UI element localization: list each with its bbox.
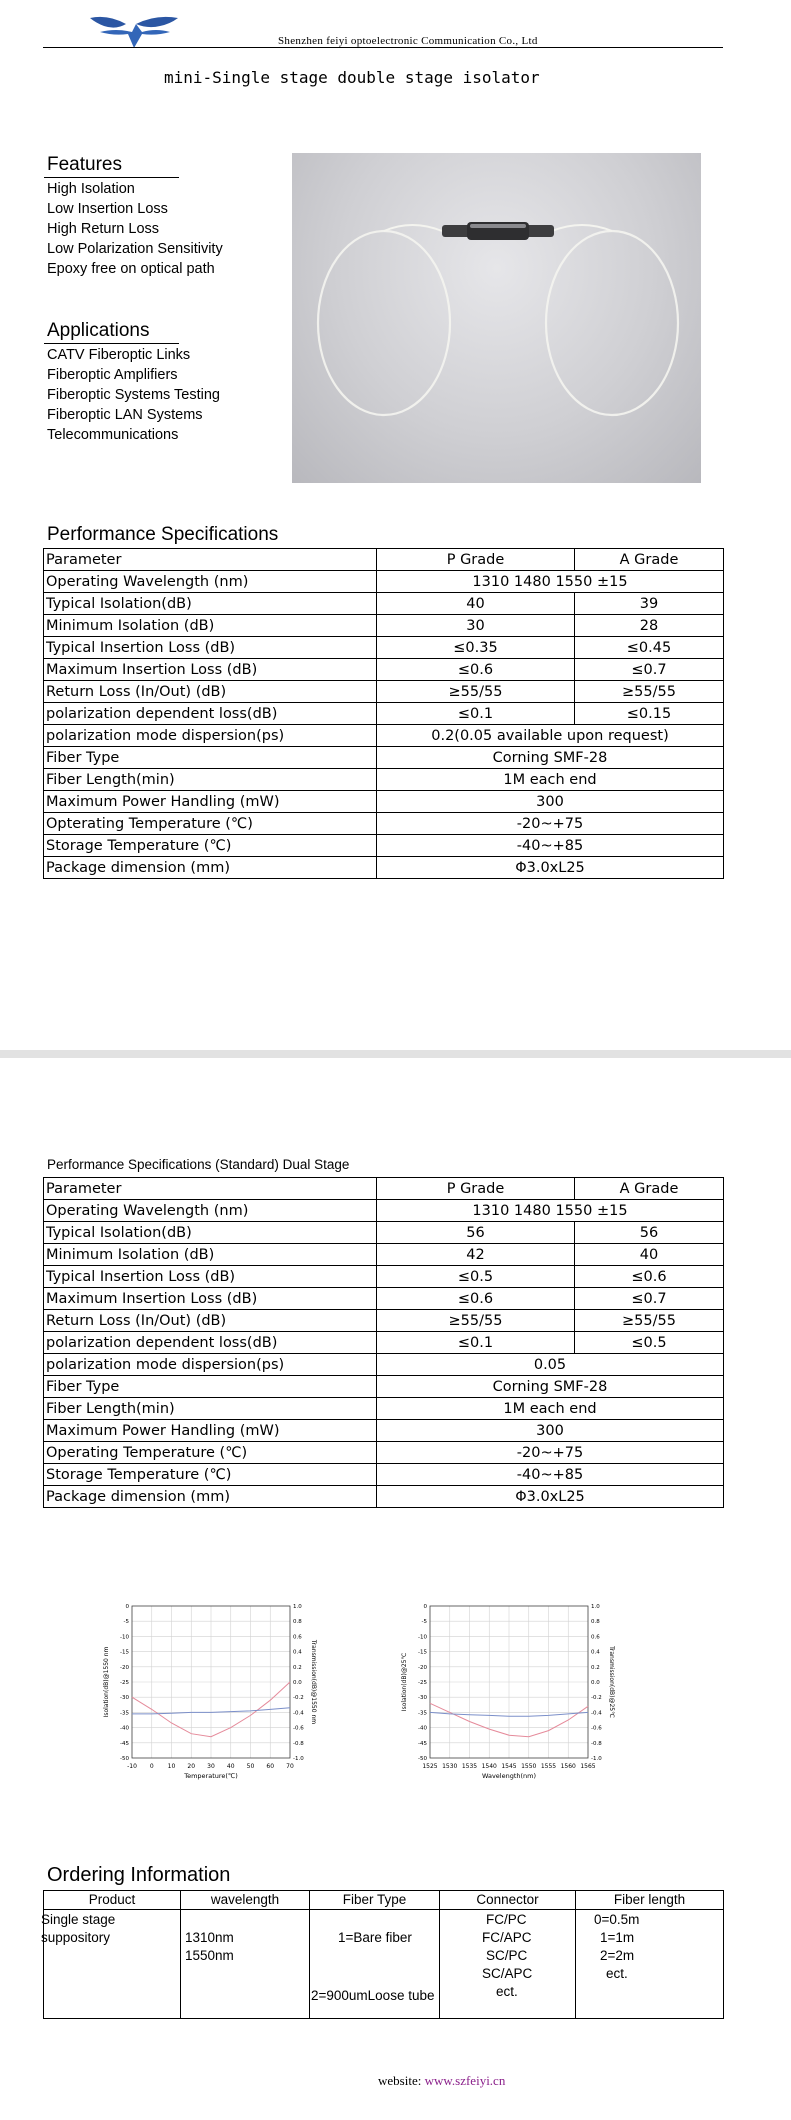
ordering-title: Ordering Information bbox=[47, 1864, 231, 1886]
y2-tick-label: 0.0 bbox=[591, 1680, 600, 1686]
y2-tick-label: -1.0 bbox=[293, 1756, 304, 1762]
table-row bbox=[44, 1464, 724, 1486]
wavelength-option: 1310nm bbox=[185, 1930, 234, 1945]
y2-tick-label: -0.6 bbox=[293, 1725, 304, 1732]
list-item: Fiberoptic Systems Testing bbox=[47, 387, 220, 403]
table-row bbox=[44, 1332, 724, 1354]
table-header-cell: P Grade bbox=[377, 1178, 575, 1200]
x-tick-label: 1565 bbox=[580, 1763, 596, 1770]
value-cell: 1310 1480 1550 ±15 bbox=[377, 1200, 724, 1222]
value-cell: ≤0.1 bbox=[377, 1332, 575, 1354]
table-row bbox=[44, 747, 724, 769]
value-cell: -40~+85 bbox=[377, 835, 724, 857]
value-cell: ≤0.7 bbox=[575, 659, 724, 681]
parameter-cell: Operating Temperature (℃) bbox=[44, 1442, 377, 1464]
product-option: suppository bbox=[41, 1930, 111, 1945]
x-tick-label: 1560 bbox=[560, 1763, 576, 1770]
table-row bbox=[44, 1420, 724, 1442]
applications-underline bbox=[44, 343, 179, 344]
company-logo bbox=[86, 10, 182, 50]
isolation-vs-wavelength-chart bbox=[398, 1600, 628, 1790]
x-tick-label: 30 bbox=[207, 1763, 215, 1770]
table-row bbox=[44, 1266, 724, 1288]
value-cell: ≤0.15 bbox=[575, 703, 724, 725]
parameter-cell: Minimum Isolation (dB) bbox=[44, 615, 377, 637]
x-axis-label: Temperature(℃) bbox=[184, 1772, 238, 1780]
ordering-fiber-type-cell bbox=[310, 1910, 440, 2019]
value-cell: ≤0.6 bbox=[377, 1288, 575, 1310]
parameter-cell: Maximum Insertion Loss (dB) bbox=[44, 1288, 377, 1310]
table-header-cell: Parameter bbox=[44, 1178, 377, 1200]
y-tick-label: -50 bbox=[120, 1756, 129, 1762]
value-cell: 0.2(0.05 available upon request) bbox=[377, 725, 724, 747]
features-underline bbox=[44, 177, 179, 178]
y2-tick-label: -0.2 bbox=[293, 1695, 304, 1702]
value-cell: ≤0.6 bbox=[377, 659, 575, 681]
parameter-cell: Maximum Power Handling (mW) bbox=[44, 791, 377, 813]
list-item: Low Polarization Sensitivity bbox=[47, 241, 223, 257]
parameter-cell: Operating Wavelength (nm) bbox=[44, 1200, 377, 1222]
footer-label: website: bbox=[378, 2073, 422, 2088]
y-tick-label: -45 bbox=[418, 1740, 427, 1747]
value-cell: 1310 1480 1550 ±15 bbox=[377, 571, 724, 593]
table-row bbox=[44, 1288, 724, 1310]
y-tick-label: -45 bbox=[120, 1740, 129, 1747]
connector-option: SC/PC bbox=[486, 1948, 528, 1963]
value-cell: 0.05 bbox=[377, 1354, 724, 1376]
y-tick-label: -35 bbox=[120, 1710, 129, 1717]
fiber-type-option: 2=900umLoose tube bbox=[311, 1988, 435, 2003]
fiber-length-option: 0=0.5m bbox=[594, 1912, 640, 1927]
value-cell: 300 bbox=[377, 791, 724, 813]
table-row bbox=[44, 1398, 724, 1420]
y-tick-label: -20 bbox=[120, 1664, 129, 1671]
list-item: High Return Loss bbox=[47, 221, 160, 237]
table-header-cell: A Grade bbox=[575, 549, 724, 571]
table-row bbox=[44, 813, 724, 835]
parameter-cell: Typical Insertion Loss (dB) bbox=[44, 1266, 377, 1288]
y2-tick-label: -0.4 bbox=[293, 1710, 304, 1717]
y2-tick-label: -0.6 bbox=[591, 1725, 602, 1732]
x-tick-label: 1550 bbox=[521, 1763, 537, 1770]
company-name: Shenzhen feiyi optoelectronic Communication Co., Ltd bbox=[278, 35, 538, 47]
value-cell: -40~+85 bbox=[377, 1464, 724, 1486]
table-row bbox=[44, 1486, 724, 1508]
parameter-cell: Package dimension (mm) bbox=[44, 1486, 377, 1508]
isolator-illustration bbox=[292, 153, 701, 483]
y-tick-label: -15 bbox=[418, 1649, 427, 1656]
parameter-cell: Typical Isolation(dB) bbox=[44, 1222, 377, 1244]
value-cell: Φ3.0xL25 bbox=[377, 857, 724, 879]
y2-tick-label: 1.0 bbox=[591, 1604, 600, 1610]
table-row bbox=[44, 1354, 724, 1376]
table-header-cell: Parameter bbox=[44, 549, 377, 571]
y-tick-label: -25 bbox=[120, 1680, 129, 1686]
value-cell: ≤0.45 bbox=[575, 637, 724, 659]
table-header-row bbox=[44, 549, 724, 571]
parameter-cell: Fiber Length(min) bbox=[44, 769, 377, 791]
x-tick-label: 20 bbox=[187, 1763, 196, 1770]
y-tick-label: -10 bbox=[120, 1634, 129, 1641]
x-tick-label: 1545 bbox=[501, 1763, 517, 1770]
connector-option: FC/PC bbox=[486, 1912, 527, 1927]
value-cell: Corning SMF-28 bbox=[377, 747, 724, 769]
ordering-wavelength-cell bbox=[181, 1910, 310, 2019]
list-item: CATV Fiberoptic Links bbox=[47, 347, 191, 363]
y-tick-label: -20 bbox=[418, 1664, 427, 1671]
y2-tick-label: 0.4 bbox=[293, 1649, 302, 1656]
table-row bbox=[44, 1442, 724, 1464]
value-cell: ≥55/55 bbox=[575, 1310, 724, 1332]
x-tick-label: 1555 bbox=[540, 1763, 557, 1770]
parameter-cell: polarization mode dispersion(ps) bbox=[44, 1354, 377, 1376]
x-tick-label: 1530 bbox=[442, 1763, 458, 1770]
y2-axis-label: Transmission(dB)@25℃ bbox=[608, 1646, 615, 1718]
y-tick-label: -10 bbox=[418, 1634, 427, 1641]
table-row bbox=[44, 791, 724, 813]
value-cell: 40 bbox=[575, 1244, 724, 1266]
y-tick-label: 0 bbox=[423, 1604, 427, 1610]
value-cell: ≤0.5 bbox=[377, 1266, 575, 1288]
parameter-cell: Opterating Temperature (℃) bbox=[44, 813, 377, 835]
list-item: Low Insertion Loss bbox=[47, 201, 168, 217]
y-axis-label: Isolation(dB)@1550 nm bbox=[103, 1646, 110, 1718]
y-tick-label: -15 bbox=[120, 1649, 129, 1656]
value-cell: 1M each end bbox=[377, 769, 724, 791]
value-cell: ≥55/55 bbox=[575, 681, 724, 703]
x-tick-label: 50 bbox=[246, 1763, 255, 1770]
ordering-header-connector: Connector bbox=[440, 1891, 576, 1910]
table-row bbox=[44, 835, 724, 857]
y-tick-label: 0 bbox=[125, 1604, 129, 1610]
value-cell: 28 bbox=[575, 615, 724, 637]
ordering-header-product: Product bbox=[44, 1891, 181, 1910]
y-tick-label: -40 bbox=[120, 1725, 129, 1732]
table-row bbox=[44, 1244, 724, 1266]
value-cell: -20~+75 bbox=[377, 813, 724, 835]
value-cell: ≤0.35 bbox=[377, 637, 575, 659]
parameter-cell: Maximum Power Handling (mW) bbox=[44, 1420, 377, 1442]
x-tick-label: 0 bbox=[149, 1763, 154, 1770]
isolation-vs-temperature-chart bbox=[100, 1600, 330, 1790]
value-cell: Φ3.0xL25 bbox=[377, 1486, 724, 1508]
table-row bbox=[44, 703, 724, 725]
applications-heading: Applications bbox=[47, 320, 150, 341]
y-tick-label: -5 bbox=[123, 1619, 129, 1626]
table-row bbox=[44, 1200, 724, 1222]
features-list bbox=[47, 179, 223, 279]
y-tick-label: -40 bbox=[418, 1725, 427, 1732]
value-cell: ≥55/55 bbox=[377, 1310, 575, 1332]
table-row bbox=[44, 857, 724, 879]
parameter-cell: Fiber Length(min) bbox=[44, 1398, 377, 1420]
parameter-cell: Return Loss (In/Out) (dB) bbox=[44, 1310, 377, 1332]
parameter-cell: Storage Temperature (℃) bbox=[44, 1464, 377, 1486]
value-cell: 42 bbox=[377, 1244, 575, 1266]
table-row bbox=[44, 571, 724, 593]
spec-dual-table bbox=[43, 1177, 724, 1508]
connector-option: ect. bbox=[496, 1984, 518, 1999]
table-row bbox=[44, 615, 724, 637]
y2-tick-label: -0.4 bbox=[591, 1710, 602, 1717]
header-divider bbox=[43, 47, 723, 48]
value-cell: -20~+75 bbox=[377, 1442, 724, 1464]
value-cell: 1M each end bbox=[377, 1398, 724, 1420]
ordering-header-wavelength: wavelength bbox=[181, 1891, 310, 1910]
value-cell: Corning SMF-28 bbox=[377, 1376, 724, 1398]
y-tick-label: -30 bbox=[120, 1695, 129, 1702]
table-row bbox=[44, 1376, 724, 1398]
parameter-cell: Minimum Isolation (dB) bbox=[44, 1244, 377, 1266]
x-tick-label: 70 bbox=[286, 1763, 294, 1770]
y2-tick-label: 0.2 bbox=[293, 1664, 302, 1671]
y2-tick-label: 0.6 bbox=[591, 1634, 600, 1641]
product-option: Single stage bbox=[41, 1912, 116, 1927]
table-row bbox=[44, 681, 724, 703]
y2-tick-label: 0.0 bbox=[293, 1680, 302, 1686]
value-cell: 40 bbox=[377, 593, 575, 615]
y2-tick-label: -0.2 bbox=[591, 1695, 602, 1702]
product-photo bbox=[292, 153, 701, 483]
parameter-cell: Storage Temperature (℃) bbox=[44, 835, 377, 857]
ordering-table bbox=[43, 1890, 724, 2019]
x-tick-label: 40 bbox=[226, 1763, 235, 1770]
page-separator bbox=[0, 1050, 791, 1058]
value-cell: 56 bbox=[575, 1222, 724, 1244]
list-item: High Isolation bbox=[47, 181, 135, 197]
ordering-connector-cell bbox=[440, 1910, 576, 2019]
parameter-cell: Operating Wavelength (nm) bbox=[44, 571, 377, 593]
ordering-fiber-length-cell bbox=[576, 1910, 724, 2019]
parameter-cell: polarization dependent loss(dB) bbox=[44, 1332, 377, 1354]
wavelength-option: 1550nm bbox=[185, 1948, 234, 1963]
table-row bbox=[44, 659, 724, 681]
table-row bbox=[44, 1222, 724, 1244]
y2-tick-label: -0.8 bbox=[591, 1740, 602, 1747]
value-cell: ≤0.7 bbox=[575, 1288, 724, 1310]
value-cell: ≤0.6 bbox=[575, 1266, 724, 1288]
parameter-cell: Maximum Insertion Loss (dB) bbox=[44, 659, 377, 681]
table-header-cell: A Grade bbox=[575, 1178, 724, 1200]
x-tick-label: -10 bbox=[127, 1763, 137, 1770]
connector-option: SC/APC bbox=[482, 1966, 533, 1981]
y2-tick-label: 0.6 bbox=[293, 1634, 302, 1641]
parameter-cell: Return Loss (In/Out) (dB) bbox=[44, 681, 377, 703]
value-cell: ≤0.5 bbox=[575, 1332, 724, 1354]
y-tick-label: -30 bbox=[418, 1695, 427, 1702]
y2-tick-label: 0.8 bbox=[293, 1619, 302, 1626]
x-tick-label: 60 bbox=[266, 1763, 275, 1770]
connector-option: FC/APC bbox=[482, 1930, 532, 1945]
x-tick-label: 1540 bbox=[481, 1763, 497, 1770]
document-title: mini-Single stage double stage isolator bbox=[164, 68, 540, 87]
y2-tick-label: 0.2 bbox=[591, 1664, 600, 1671]
y-tick-label: -35 bbox=[418, 1710, 427, 1717]
parameter-cell: polarization dependent loss(dB) bbox=[44, 703, 377, 725]
value-cell: 56 bbox=[377, 1222, 575, 1244]
y-tick-label: -5 bbox=[421, 1619, 427, 1626]
y2-tick-label: 0.8 bbox=[591, 1619, 600, 1626]
spec-single-table bbox=[43, 548, 724, 879]
parameter-cell: Fiber Type bbox=[44, 747, 377, 769]
list-item: Fiberoptic LAN Systems bbox=[47, 407, 203, 423]
table-header-cell: P Grade bbox=[377, 549, 575, 571]
table-row bbox=[44, 725, 724, 747]
website-link[interactable]: www.szfeiyi.cn bbox=[424, 2073, 506, 2088]
value-cell: 300 bbox=[377, 1420, 724, 1442]
table-row bbox=[44, 593, 724, 615]
x-tick-label: 1535 bbox=[461, 1763, 478, 1770]
parameter-cell: Typical Insertion Loss (dB) bbox=[44, 637, 377, 659]
y2-tick-label: 0.4 bbox=[591, 1649, 600, 1656]
table-row bbox=[44, 637, 724, 659]
parameter-cell: Fiber Type bbox=[44, 1376, 377, 1398]
footer bbox=[378, 2073, 505, 2089]
fiber-length-option: 2=2m bbox=[600, 1948, 635, 1963]
fiber-type-option: 1=Bare fiber bbox=[338, 1930, 412, 1945]
fiber-length-option: 1=1m bbox=[600, 1930, 635, 1945]
parameter-cell: Package dimension (mm) bbox=[44, 857, 377, 879]
y2-tick-label: 1.0 bbox=[293, 1604, 302, 1610]
list-item: Fiberoptic Amplifiers bbox=[47, 367, 178, 383]
spec-single-title: Performance Specifications bbox=[47, 524, 279, 545]
table-header-row bbox=[44, 1178, 724, 1200]
spec-dual-title: Performance Specifications (Standard) Dual Stage bbox=[47, 1157, 350, 1172]
ordering-header-fiber-length: Fiber length bbox=[576, 1891, 724, 1910]
x-axis-label: Wavelength(nm) bbox=[481, 1772, 537, 1780]
table-row bbox=[44, 1310, 724, 1332]
features-heading: Features bbox=[47, 154, 122, 175]
value-cell: 39 bbox=[575, 593, 724, 615]
ordering-product-cell bbox=[41, 1910, 181, 2019]
y2-tick-label: -1.0 bbox=[591, 1756, 602, 1762]
list-item: Epoxy free on optical path bbox=[47, 261, 215, 277]
fiber-length-option: ect. bbox=[606, 1966, 628, 1981]
y2-axis-label: Transmission(dB)@1550 nm bbox=[310, 1639, 317, 1725]
table-row bbox=[44, 769, 724, 791]
x-tick-label: 1525 bbox=[422, 1763, 438, 1770]
parameter-cell: polarization mode dispersion(ps) bbox=[44, 725, 377, 747]
y-tick-label: -25 bbox=[418, 1680, 427, 1686]
value-cell: ≤0.1 bbox=[377, 703, 575, 725]
y-axis-label: Isolation(dB)@25℃ bbox=[401, 1652, 408, 1712]
list-item: Telecommunications bbox=[47, 427, 179, 443]
x-tick-label: 10 bbox=[167, 1763, 176, 1770]
y2-tick-label: -0.8 bbox=[293, 1740, 304, 1747]
value-cell: 30 bbox=[377, 615, 575, 637]
y-tick-label: -50 bbox=[418, 1756, 427, 1762]
applications-list bbox=[47, 345, 220, 445]
parameter-cell: Typical Isolation(dB) bbox=[44, 593, 377, 615]
ordering-header-fiber-type: Fiber Type bbox=[310, 1891, 440, 1910]
value-cell: ≥55/55 bbox=[377, 681, 575, 703]
